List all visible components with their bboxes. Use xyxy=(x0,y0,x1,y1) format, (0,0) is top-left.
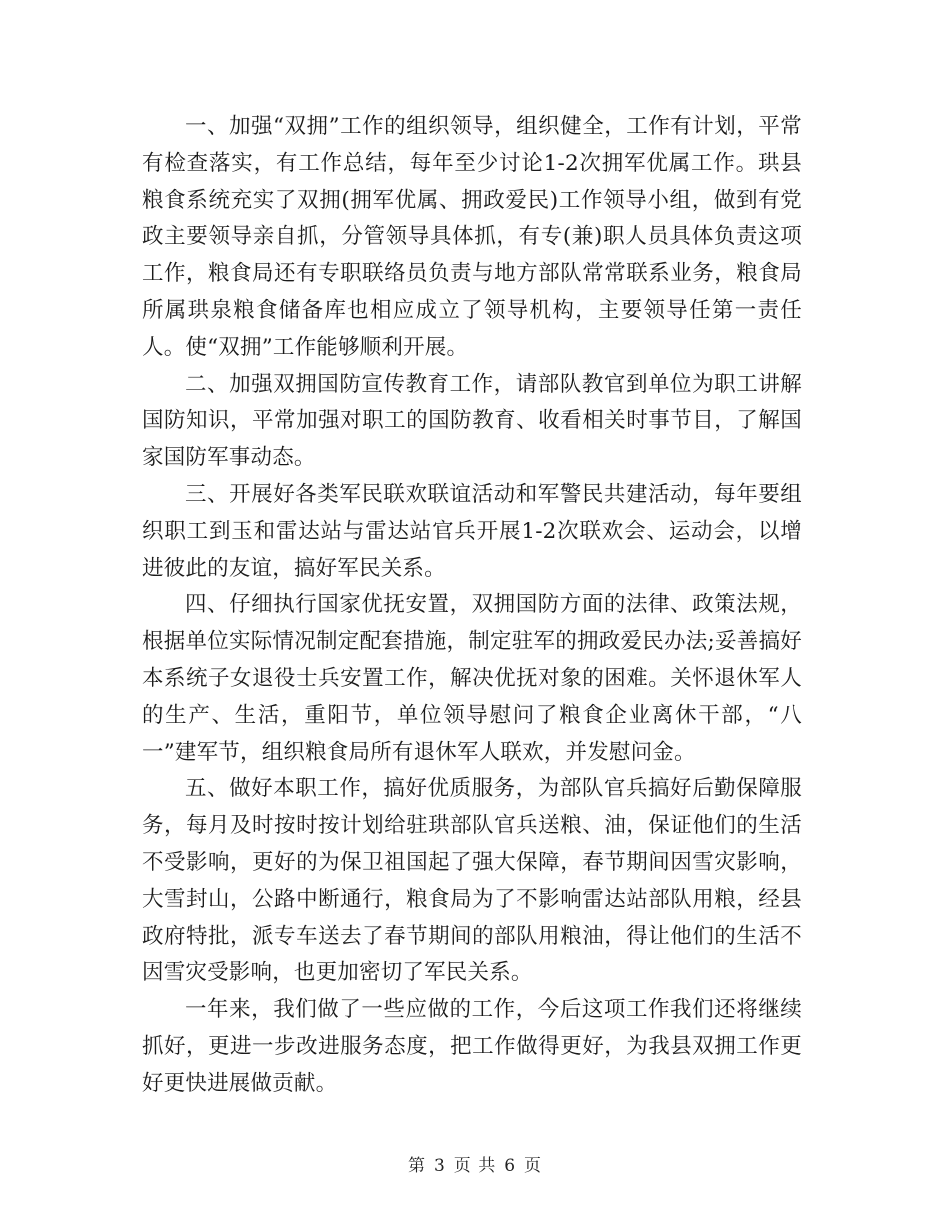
footer-middle: 页 共 xyxy=(453,1156,497,1176)
paragraph-1: 一、加强“双拥”工作的组织领导，组织健全，工作有计划，平常有检查落实，有工作总结，每年至少讨论1-2次拥军优属工作。珙县粮食系统充实了双拥(拥军优属、拥政爱民)工作领导小组，做到有党政主要领导亲自抓，分管领导具体抓，有专(兼)职人员具体负责这项工作，粮食局还有专职联络员负责与地方部队常常联系业务，粮食局所属珙泉粮食储备库也相应成立了领导机构，主要领导任第一责任人。使“双拥”工作能够顺利开展。 xyxy=(142,114,802,360)
footer-prefix: 第 xyxy=(407,1156,426,1176)
page-footer xyxy=(0,1151,950,1176)
paragraph-4: 四、仔细执行国家优抚安置，双拥国防方面的法律、政策法规，根据单位实际情况制定配套措施，制定驻军的拥政爱民办法;妥善搞好本系统子女退役士兵安置工作，解决优抚对象的困难。关怀退休军人的生产、生活，重阳节，单位领导慰问了粮食企业离休干部，“八一”建军节，组织粮食局所有退休军人联欢，并发慰问金。 xyxy=(142,592,802,765)
paragraph-6: 一年来，我们做了一些应做的工作，今后这项工作我们还将继续抓好，更进一步改进服务态度，把工作做得更好，为我县双拥工作更好更快进展做贡献。 xyxy=(142,997,802,1096)
footer-total-pages: 6 xyxy=(504,1156,517,1176)
paragraph-5: 五、做好本职工作，搞好优质服务，为部队官兵搞好后勤保障服务，每月及时按时按计划给驻珙部队官兵送粮、油，保证他们的生活不受影响，更好的为保卫祖国起了强大保障，春节期间因雪灾影响，大雪封山，公路中断通行，粮食局为了不影响雷达站部队用粮，经县政府特批，派专车送去了春节期间的部队用粮油，得让他们的生活不因雪灾受影响，也更加密切了军民关系。 xyxy=(142,776,802,986)
footer-current-page: 3 xyxy=(433,1156,446,1176)
document-body xyxy=(142,109,802,1103)
paragraph-3: 三、开展好各类军民联欢联谊活动和军警民共建活动，每年要组织职工到玉和雷达站与雷达站官兵开展1-2次联欢会、运动会，以增进彼此的友谊，搞好军民关系。 xyxy=(142,481,802,581)
paragraph-2: 二、加强双拥国防宣传教育工作，请部队教官到单位为职工讲解国防知识，平常加强对职工的国防教育、收看相关时事节目，了解国家国防军事动态。 xyxy=(142,371,802,471)
footer-suffix: 页 xyxy=(524,1156,543,1176)
